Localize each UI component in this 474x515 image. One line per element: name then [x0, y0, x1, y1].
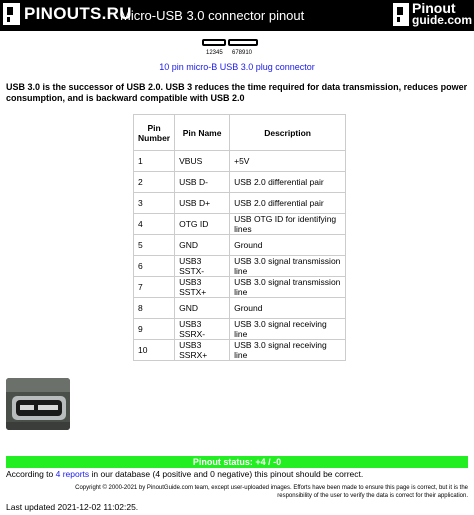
pin-description: USB OTG ID for identifying lines — [230, 214, 346, 235]
pin-description: USB 2.0 differential pair — [230, 193, 346, 214]
intro-text: USB 3.0 is the successor of USB 2.0. USB 3 reduces the time required for data transmission, reduces power consumption, and is backward compatible with USB 2.0 — [6, 82, 468, 103]
table-row — [134, 319, 346, 340]
pin-number: 5 — [134, 235, 175, 256]
pin-number: 4 — [134, 214, 175, 235]
left-pin-numbers: 12345 — [206, 50, 223, 56]
copyright-line: Copyright © 2000-2021 by PinoutGuide.com team, except user-uploaded images. Efforts have been made to ensure this page is correct, but it is the — [75, 485, 468, 491]
table-row — [134, 151, 346, 172]
pin-number: 8 — [134, 298, 175, 319]
table-row — [134, 214, 346, 235]
pin-name: GND — [175, 235, 230, 256]
pin-name: OTG ID — [175, 214, 230, 235]
connector-logo-icon — [3, 3, 20, 25]
pin-name: USB3 SSRX+ — [175, 340, 230, 361]
table-row — [134, 340, 346, 361]
pin-description: USB 3.0 signal transmission line — [230, 256, 346, 277]
table-row — [134, 235, 346, 256]
pin-description: USB 2.0 differential pair — [230, 172, 346, 193]
last-updated: Last updated 2021-12-02 11:02:25. — [6, 502, 139, 512]
pin-name: USB3 SSTX+ — [175, 277, 230, 298]
reports-prefix: According to — [6, 469, 56, 479]
table-row — [134, 277, 346, 298]
right-pin-numbers: 678910 — [232, 50, 253, 56]
table-row — [134, 298, 346, 319]
pinoutguide-brand — [412, 2, 472, 26]
pin-number: 7 — [134, 277, 175, 298]
pin-description: USB 3.0 signal transmission line — [230, 277, 346, 298]
table-row — [134, 256, 346, 277]
connector-diagram — [200, 37, 265, 59]
brand-top: Pinout — [411, 0, 456, 16]
pin-description: Ground — [230, 235, 346, 256]
pin-description: USB 3.0 signal receiving line — [230, 340, 346, 361]
pinout-table — [133, 114, 346, 361]
header-pin-number: Pin Number — [134, 115, 175, 151]
pin-number: 10 — [134, 340, 175, 361]
pin-number: 2 — [134, 172, 175, 193]
pin-number: 6 — [134, 256, 175, 277]
connector-photo[interactable] — [6, 378, 70, 430]
brand-name: PINOUTS.RU — [24, 4, 132, 23]
pin-description: Ground — [230, 298, 346, 319]
pinoutguide-logo[interactable] — [393, 2, 472, 26]
pin-name: USB D+ — [175, 193, 230, 214]
table-row — [134, 172, 346, 193]
pin-name: USB D- — [175, 172, 230, 193]
site-header — [0, 0, 474, 31]
table-header-row — [134, 115, 346, 151]
reports-text — [6, 469, 468, 479]
pin-name: USB3 SSRX- — [175, 319, 230, 340]
pin-number: 1 — [134, 151, 175, 172]
pin-name: GND — [175, 298, 230, 319]
table-row — [134, 193, 346, 214]
page-title: Micro-USB 3.0 connector pinout — [120, 8, 305, 23]
pin-description: +5V — [230, 151, 346, 172]
header-description: Description — [230, 115, 346, 151]
reports-suffix: in our database (4 positive and 0 negative) this pinout should be correct. — [89, 469, 364, 479]
connector-logo-icon — [393, 3, 409, 26]
reports-link[interactable]: 4 reports — [55, 469, 90, 479]
pin-name: VBUS — [175, 151, 230, 172]
copyright-notice — [6, 484, 468, 500]
connector-link[interactable]: 10 pin micro-B USB 3.0 plug connector — [159, 62, 315, 72]
pinouts-ru-logo[interactable] — [3, 3, 132, 25]
pin-number: 3 — [134, 193, 175, 214]
header-pin-name: Pin Name — [175, 115, 230, 151]
pin-number: 9 — [134, 319, 175, 340]
copyright-line: responsibility of the user to verify the data is correct for their application. — [277, 493, 468, 499]
pin-description: USB 3.0 signal receiving line — [230, 319, 346, 340]
pinout-status-bar: Pinout status: +4 / -0 — [6, 456, 468, 468]
pin-name: USB3 SSTX- — [175, 256, 230, 277]
brand-bottom: guide.com — [411, 13, 472, 27]
